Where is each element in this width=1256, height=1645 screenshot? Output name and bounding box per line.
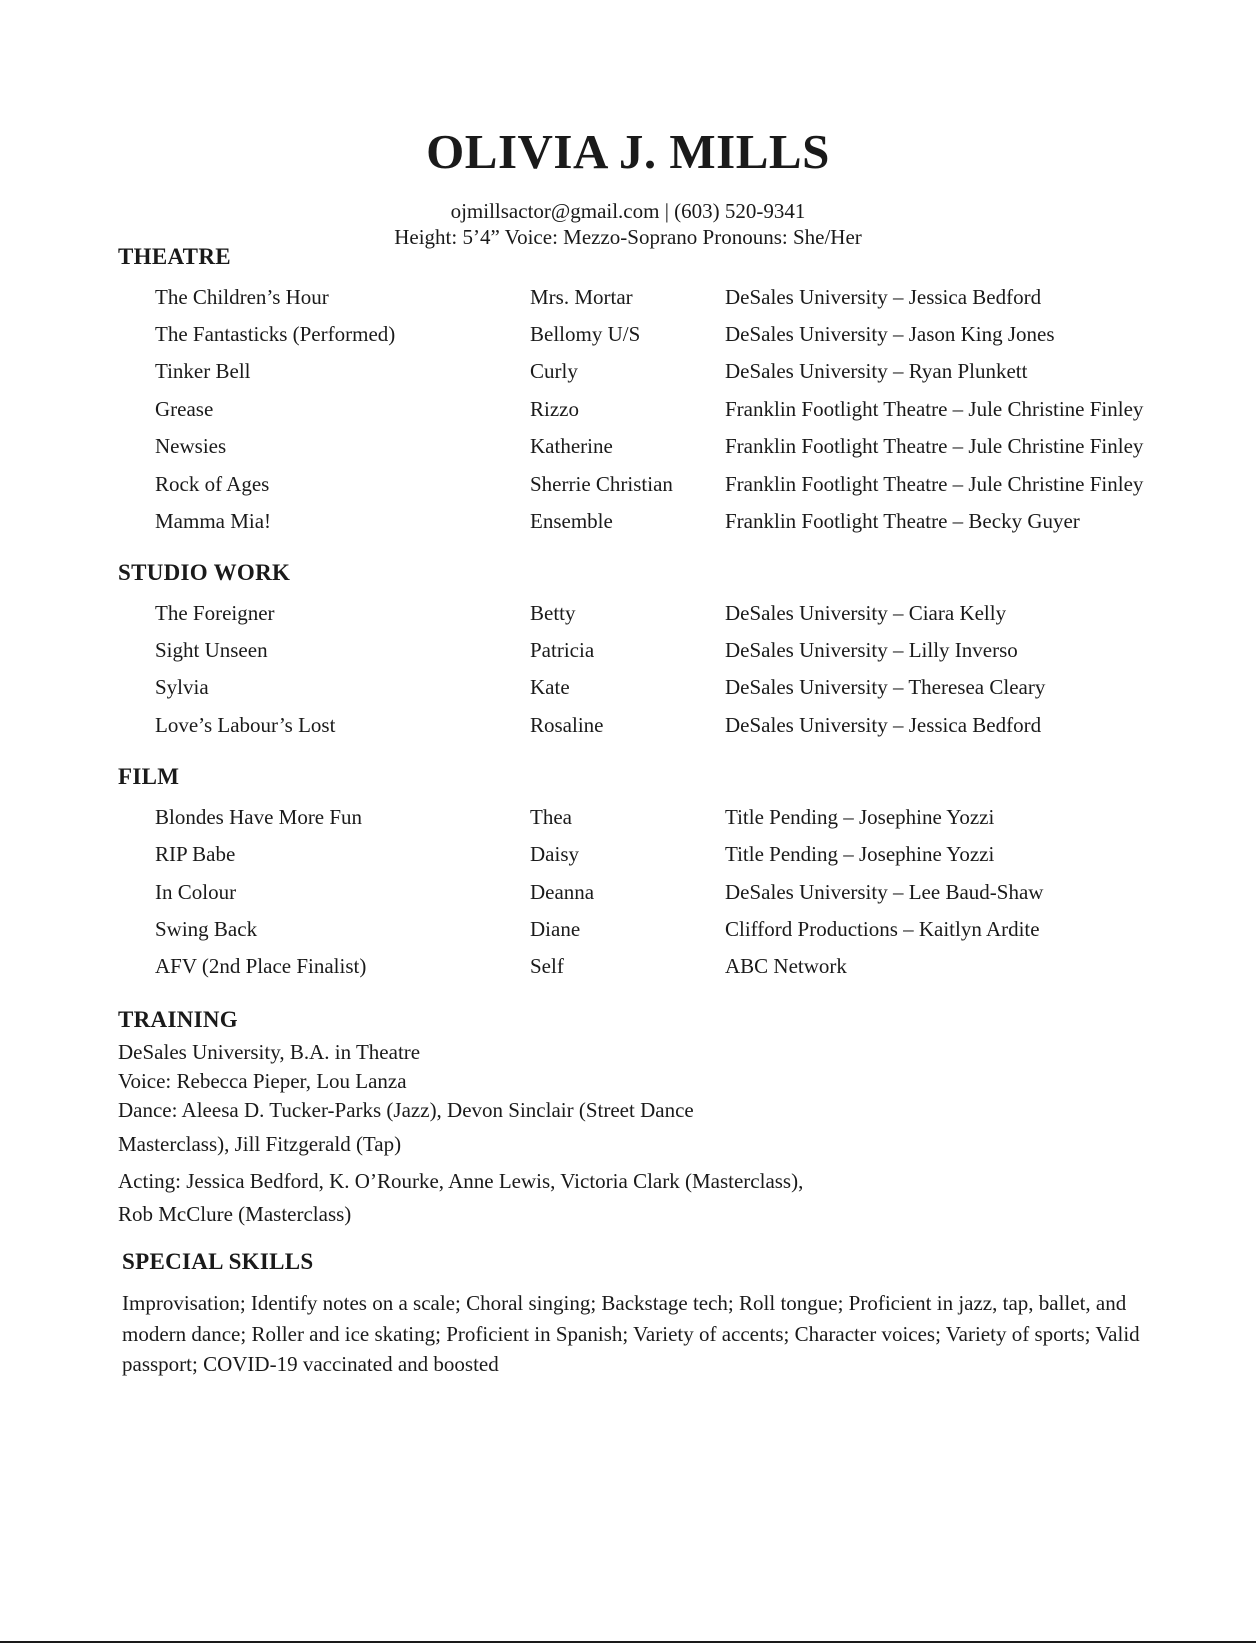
- credit-role: Self: [530, 954, 564, 978]
- section-heading-special-skills: SPECIAL SKILLS: [122, 1249, 314, 1274]
- credit-title: Sylvia: [155, 675, 209, 699]
- credit-role: Sherrie Christian: [530, 472, 673, 496]
- credit-row: [0, 319, 1256, 349]
- credit-venue: Clifford Productions – Kaitlyn Ardite: [725, 917, 1040, 941]
- training-line: Rob McClure (Masterclass): [118, 1202, 352, 1226]
- training-line: DeSales University, B.A. in Theatre: [118, 1040, 421, 1064]
- credit-venue: DeSales University – Jason King Jones: [725, 322, 1055, 346]
- contact-info: ojmillsactor@gmail.com | (603) 520-9341: [450, 199, 806, 223]
- physical-stats: Height: 5’4” Voice: Mezzo-Soprano Pronouns: She/Her: [394, 225, 862, 249]
- credit-title: Tinker Bell: [155, 359, 251, 383]
- credit-title: The Children’s Hour: [155, 285, 329, 309]
- credit-role: Katherine: [530, 434, 613, 458]
- credit-venue: Franklin Footlight Theatre – Jule Christine Finley: [725, 434, 1144, 458]
- credit-venue: Franklin Footlight Theatre – Jule Christine Finley: [725, 472, 1144, 496]
- credit-venue: DeSales University – Lilly Inverso: [725, 638, 1018, 662]
- credit-row: [0, 635, 1256, 665]
- credit-role: Bellomy U/S: [530, 322, 641, 346]
- credit-title: Swing Back: [155, 917, 258, 941]
- credit-row: [0, 598, 1256, 628]
- credit-title: Mamma Mia!: [155, 509, 272, 533]
- credit-title: Newsies: [155, 434, 227, 458]
- credit-role: Deanna: [530, 880, 595, 904]
- section-heading-studio-work: STUDIO WORK: [118, 560, 291, 585]
- credit-title: Rock of Ages: [155, 472, 270, 496]
- credit-title: Grease: [155, 397, 214, 421]
- credit-row: [0, 914, 1256, 944]
- credit-row: [0, 394, 1256, 424]
- credit-title: RIP Babe: [155, 842, 236, 866]
- training-line: Dance: Aleesa D. Tucker-Parks (Jazz), Devon Sinclair (Street Dance: [118, 1098, 694, 1122]
- credit-role: Patricia: [530, 638, 595, 662]
- training-line: Masterclass), Jill Fitzgerald (Tap): [118, 1132, 402, 1156]
- credit-role: Daisy: [530, 842, 579, 866]
- credit-venue: DeSales University – Lee Baud-Shaw: [725, 880, 1044, 904]
- credit-venue: Franklin Footlight Theatre – Becky Guyer: [725, 509, 1080, 533]
- credit-row: [0, 469, 1256, 499]
- credit-row: [0, 839, 1256, 869]
- credit-venue: DeSales University – Jessica Bedford: [725, 713, 1042, 737]
- credit-title: In Colour: [155, 880, 237, 904]
- credit-role: Curly: [530, 359, 578, 383]
- credit-row: [0, 710, 1256, 740]
- credit-venue: DeSales University – Ryan Plunkett: [725, 359, 1028, 383]
- credit-role: Rosaline: [530, 713, 604, 737]
- credit-row: [0, 356, 1256, 386]
- section-heading-theatre: THEATRE: [118, 244, 231, 269]
- page-bottom-border: [0, 1641, 1256, 1643]
- credit-title: Love’s Labour’s Lost: [155, 713, 336, 737]
- credit-role: Betty: [530, 601, 576, 625]
- credit-row: [0, 672, 1256, 702]
- training-line: Acting: Jessica Bedford, K. O’Rourke, Anne Lewis, Victoria Clark (Masterclass),: [118, 1169, 804, 1193]
- credit-title: The Foreigner: [155, 601, 275, 625]
- credit-row: [0, 877, 1256, 907]
- resume-name: OLIVIA J. MILLS: [426, 124, 830, 179]
- special-skills-text: Improvisation; Identify notes on a scale; Choral singing; Backstage tech; Roll tongue; Proficient in jazz, tap, ballet, and modern dance; Roller and ice skating; Proficient in Spanish; Variety of accents; Character voices; Variety of sports; Valid passport; COVID-19 vaccinated and boosted: [122, 1291, 1140, 1376]
- credit-row: [0, 431, 1256, 461]
- credit-role: Mrs. Mortar: [530, 285, 633, 309]
- credit-title: AFV (2nd Place Finalist): [155, 954, 367, 978]
- credit-venue: Title Pending – Josephine Yozzi: [725, 805, 995, 829]
- credit-row: [0, 506, 1256, 536]
- section-heading-film: FILM: [118, 764, 180, 789]
- credit-title: Blondes Have More Fun: [155, 805, 363, 829]
- credit-venue: DeSales University – Jessica Bedford: [725, 285, 1042, 309]
- credit-title: Sight Unseen: [155, 638, 268, 662]
- credit-role: Ensemble: [530, 509, 613, 533]
- credit-row: [0, 282, 1256, 312]
- credit-venue: DeSales University – Theresea Cleary: [725, 675, 1046, 699]
- credit-venue: Title Pending – Josephine Yozzi: [725, 842, 995, 866]
- credit-venue: ABC Network: [725, 954, 847, 978]
- credit-row: [0, 802, 1256, 832]
- credit-role: Rizzo: [530, 397, 579, 421]
- credit-role: Diane: [530, 917, 581, 941]
- credit-venue: DeSales University – Ciara Kelly: [725, 601, 1007, 625]
- credit-title: The Fantasticks (Performed): [155, 322, 396, 346]
- credit-role: Kate: [530, 675, 570, 699]
- credit-venue: Franklin Footlight Theatre – Jule Christine Finley: [725, 397, 1144, 421]
- training-line: Voice: Rebecca Pieper, Lou Lanza: [118, 1069, 407, 1093]
- credit-role: Thea: [530, 805, 572, 829]
- credit-row: [0, 951, 1256, 981]
- section-heading-training: TRAINING: [118, 1007, 238, 1032]
